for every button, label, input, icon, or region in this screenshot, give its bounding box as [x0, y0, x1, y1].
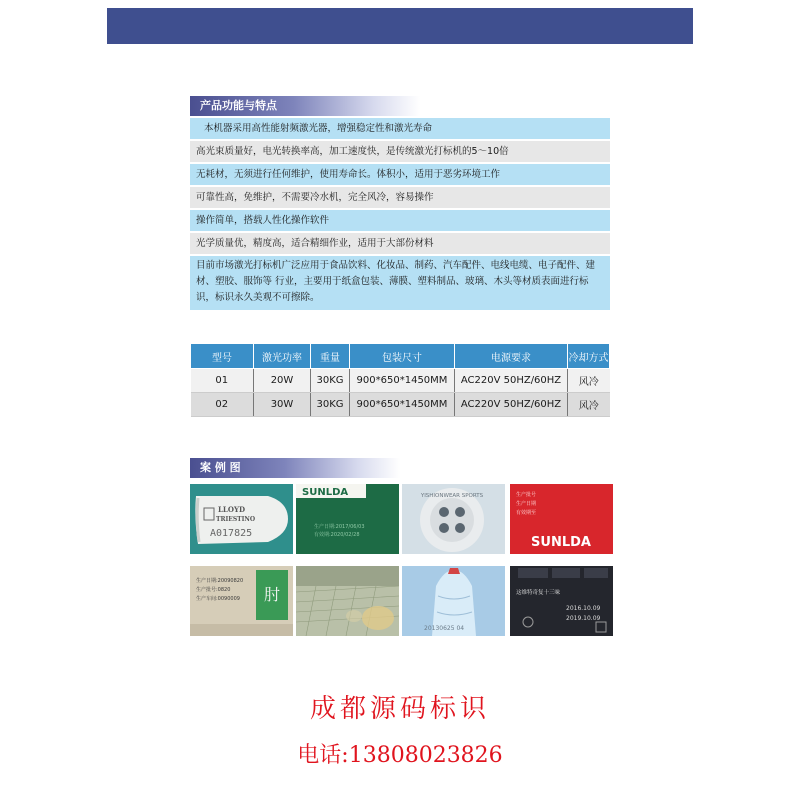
table-cell: 900*650*1450MM — [350, 393, 455, 417]
features-list — [190, 118, 610, 312]
carton-line3: 生产车间:0090009 — [196, 596, 240, 602]
company-name: 成都源码标识 — [309, 694, 490, 724]
cap-brand-line2: TRIESTINO — [216, 516, 256, 523]
case-image-carton — [190, 566, 293, 636]
feature-item: 操作简单，搭载人性化操作软件 — [190, 210, 610, 231]
table-cell: AC220V 50HZ/60HZ — [455, 393, 568, 417]
case-image-cap — [190, 484, 293, 554]
carton-tag: 肘 — [263, 585, 281, 604]
table-row — [191, 393, 610, 417]
case-image-bottle — [402, 566, 505, 636]
column-header: 重量 — [311, 344, 350, 369]
column-header: 包装尺寸 — [350, 344, 455, 369]
dark-box-date2: 2019.10.09 — [566, 615, 601, 622]
feature-item: 目前市场激光打标机广泛应用于食品饮料、化妆品、制药、汽车配件、电线电缆、电子配件、建材、塑胶、服饰等 行业，主要用于纸盒包装、薄膜、塑料制品、玻璃、木头等材质表面进行标识，标识永久美观不可擦除。 — [190, 256, 610, 310]
dark-box-date1: 2016.10.09 — [566, 605, 601, 612]
cap-brand-line1: LLOYD — [218, 505, 246, 514]
red-box-label3: 有效期至 — [516, 510, 537, 516]
column-header: 冷却方式 — [568, 344, 610, 369]
table-cell: 30KG — [311, 393, 350, 417]
table-cell: 风冷 — [568, 369, 610, 393]
table-cell: 30W — [254, 393, 311, 417]
table-cell: 01 — [191, 369, 254, 393]
green-box-brand: SUNLDA — [302, 487, 349, 498]
table-cell: 900*650*1450MM — [350, 369, 455, 393]
feature-item: 无耗材，无须进行任何维护，使用寿命长。体积小，适用于恶劣环境工作 — [190, 164, 610, 185]
company-phone: 电话:13808023826 — [297, 743, 503, 768]
green-box-line2: 有效期:2020/02/28 — [314, 532, 360, 538]
carton-line2: 生产批号:0820 — [196, 587, 231, 593]
features-section-title: 产品功能与特点 — [190, 96, 420, 116]
table-cell: 02 — [191, 393, 254, 417]
column-header: 激光功率 — [254, 344, 311, 369]
red-box-label1: 生产批号 — [516, 492, 537, 498]
table-cell: 30KG — [311, 369, 350, 393]
case-image-glass — [296, 566, 399, 636]
case-image-button — [402, 484, 505, 554]
bottle-code: 20130625 04 — [424, 625, 465, 632]
column-header: 电源要求 — [455, 344, 568, 369]
red-box-label2: 生产日期 — [516, 501, 537, 507]
carton-line1: 生产日期:20090820 — [196, 578, 244, 584]
table-header-row — [191, 344, 610, 369]
table-cell: 风冷 — [568, 393, 610, 417]
case-image-green-box — [296, 484, 399, 554]
feature-item: 高光束质量好，电光转换率高，加工速度快，是传统激光打标机的5～10倍 — [190, 141, 610, 162]
dark-box-title: 这维特奇复十三味 — [516, 590, 561, 596]
cap-code: A017825 — [210, 528, 253, 539]
case-image-red-box — [510, 484, 613, 554]
table-cell: AC220V 50HZ/60HZ — [455, 369, 568, 393]
table-row — [191, 369, 610, 393]
top-banner — [107, 8, 693, 44]
feature-item: 可靠性高，免维护，不需要冷水机，完全风冷，容易操作 — [190, 187, 610, 208]
case-image-dark-box — [510, 566, 613, 636]
feature-item: 本机器采用高性能射频激光器，增强稳定性和激光寿命 — [190, 118, 610, 139]
spec-table — [190, 343, 610, 417]
column-header: 型号 — [191, 344, 254, 369]
table-cell: 20W — [254, 369, 311, 393]
cases-section-title: 案 例 图 — [190, 458, 400, 478]
red-box-brand: SUNLDA — [531, 535, 591, 550]
button-ring-text: YISHIONWEAR SPORTS — [420, 493, 484, 499]
green-box-line1: 生产日期:2017/06/03 — [314, 524, 365, 530]
feature-item: 光学质量优，精度高，适合精细作业，适用于大部份材料 — [190, 233, 610, 254]
